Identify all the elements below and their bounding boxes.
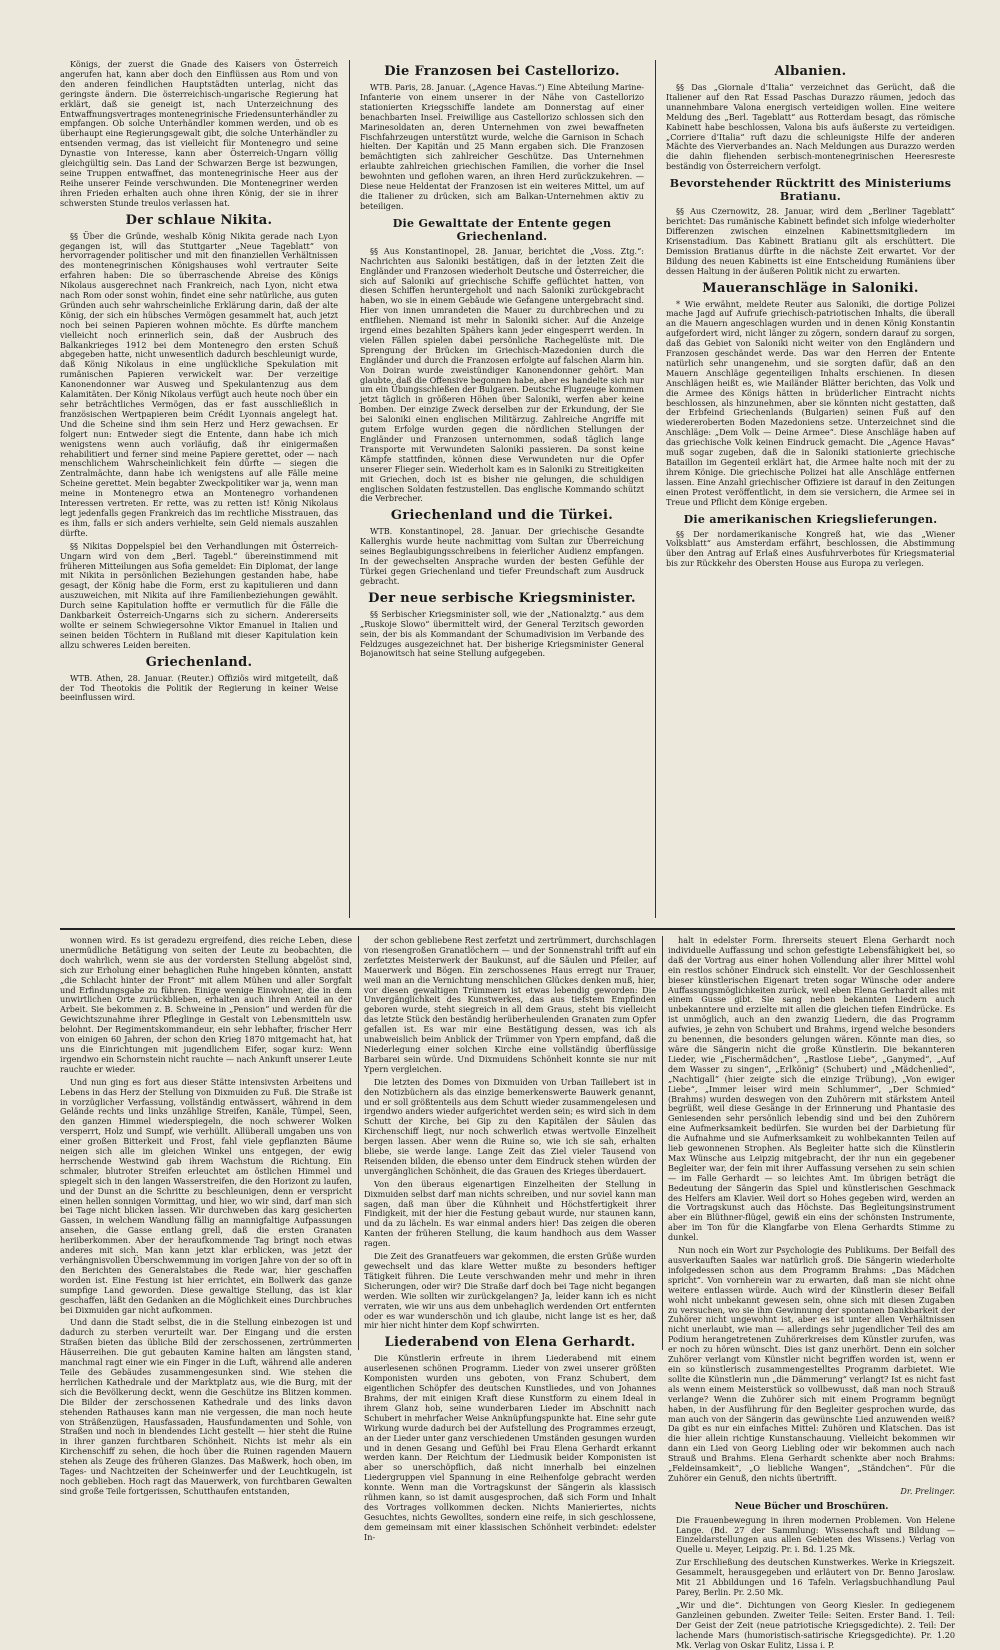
- column-rule: [662, 936, 663, 1350]
- section-divider: [60, 928, 955, 930]
- paragraph: §§ Der nordamerikanische Kongreß hat, wie das „Wiener Volksblatt“ aus Amsterdam erfährt, beschlossen, die Abstimmung über den Antrag auf Erlaß eines Ausfuhrverbotes für Kriegsmaterial bis zur Rückkehr des Obersten House aus Europa zu verlegen.: [666, 528, 955, 569]
- paragraph: §§ Über die Gründe, weshalb König Nikita gerade nach Lyon gegangen ist, will das Stuttgarter „Neue Tageblatt“ von hervorragender politischer und mit den finanziellen Verhältnissen des montenegrinischen Königshauses wohl vertrauter Seite erfahren haben: Die so überraschende Abreise des Königs Nikolaus ausgerechnet nach Frankreich, nach Lyon, nicht etwa nach Rom oder sonst wohin, findet eine sehr natürliche, aus guten Gründen auch sehr wahrscheinliche Erklärung darin, daß der alte König, der sich ein hübsches Vermögen gesammelt hat, auch jetzt noch bei seinen Papieren wohnen möchte. Es dürfte manchem vielleicht noch erinnerlich sein, daß der Ausbruch des Balkankrieges 1912 bei dem Montenegro den ersten Schuß abgegeben hatte, nicht unwesentlich dadurch beschleunigt wurde, daß König Nikolaus in eine unglückliche Spekulation mit rumänischen Papieren verwickelt war. Der verzeitige Kanonendonner war Ausweg und Spekulantenzug aus dem Kalamitäten. Der König Nikolaus verfügt auch heute noch über ein sehr beträchtliches Vermögen, das er fast ausschließlich in französischen Wertpapieren beim Crédit Lyonnais angelegt hat. Und die Scheine sind ihm sein Herz und Herz gewachsen. Er folgert nun: Entweder siegt die Entente, dann habe ich mich wenigstens wenn auch vorläufig, daß ihr einigermaßen rehabilitiert und ferner sind meine Papiere gerettet, oder — nach menschlichem Wahrscheinlichkeit fein dürfte — siegen die Zentralmächte, dann habe ich wenigstens auf alle Fälle meine Scheine gerettet. Mein begabter Zweckpolitiker war ja, wenn man meine in Montenegro etwa an Montenegro vorhandenen Interessen vertreten. Er rette, was zu retten ist! König Nikolaus legt jedenfalls gegen Frankreich das im rechtliche Misstrauen, das es ihm, falls er sich anders verhielte, sein Geld niemals auszahlen dürfte.: [60, 230, 338, 538]
- headline-entente-violence: Die Gewalttate der Entente gegen Griechenland.: [392, 216, 612, 243]
- paragraph: wonnen wird. Es ist geradezu ergreifend, dies reiche Leben, diese unermüdliche Betätigung von seiten der Leute zu beobachten, die doch wahrlich, wenn sie aus der vordersten Stellung abgelöst sind, sich zur Erholung einer behaglichen Ruhe hingeben könnten, anstatt „die Schlacht hinter der Front“ mit allem Mühen und aller Sorgfalt und Erfindungsgabe zu führen. Einige wenige Einwohner, die in dem unwirtlichen Orte zurückblieben, erhalten auch ihren Anteil an der Arbeit. Sie bekommen z. B. Schweine in „Pension“ und werden für die Gewichtszunahme ihrer Pfleglinge in Gestalt von Lebensmitteln usw. belohnt. Der Regimentskommandeur, ein sehr lebhafter, frischer Herr von einigen 60 Jahren, der schon den Krieg 1870 mitgemacht hat, hat uns die Einrichtungen mit jugendlichem Eifer, sogar kurz: Wenn irgendwo ein Schornstein nicht rauchte — nach Ankunft unserer Leute rauchte er wieder.: [60, 935, 352, 1074]
- article-nikita: [60, 232, 338, 651]
- paragraph: WTB. Paris, 28. Januar. („Agence Havas.“) Eine Abteilung Marine-Infanterie von einem unserer in der Nähe von Castellorizo stationierten Kriegsschiffe landete am Donnerstag auf einer benachbarten Insel. Freiwillige aus Castellorizo schlossen sich den Marinesoldaten an, deren Unternehmen von zwei bewaffneten Fischfahrzeugen unterstützt wurde, welche die Garnison in Schach hielten. Der Kapitän und 25 Mann ergaben sich. Die Franzosen bemächtigten sich zahlreicher Geschütze. Das Unternehmen erlaubte zahlreichen griechischen Familien, die vorher die Insel bewohnten und geflohen waren, an ihren Herd zurückzukehren. — Diese neue Heldentat der Franzosen ist ein weiteres Mittel, um auf die Italiener zu drücken, sich am Balkan-Unternehmen aktiv zu beteiligen.: [360, 82, 644, 211]
- article-greece: [60, 674, 338, 704]
- newspaper-page: [60, 59, 955, 1650]
- paragraph: halt in edelster Form. Ihrerseits steuert Elena Gerhardt noch individuelle Auffassung und schon gefestigte Lebensfähigkeit bei, so daß der Vortrag aus einer hohen Vollendung aller ihrer Mittel wohl ein restlos schöner Eindruck sich einstellt. Vor der Geschlossenheit bieser künstlerischen Eigenart treten sogar Wünsche oder andere Auffassungsmöglichkeiten zurück, weil eben Elena Gerhardt alles mit einem Gusse gibt. Sie sang neben bekannten Liedern auch unbekanntere und erzielte mit allen die gleichen tiefen Eindrücke. Es ist unmöglich, auch an den zwanzig Liedern, die das Programm aufwies, je zehn von Schubert und Brahms, irgend welche besonders zu benennen, die besonders gelungen wären. Könnte man dies, so wäre die Sängerin nicht die große Künstlerin. Die bekannteren Lieder, wie „Fischermädchen“, „Rastlose Liebe“, „Ganymed“, „Auf dem Wasser zu singen“, „Erlkönig“ (Schubert) und „Mädchenlied“, „Nachtigall“ (hier zeigte sich die einzige Trübung), „Von ewiger Liebe“, „Immer leiser wird mein Schlummer“, „Der Schmied“ (Brahms) wurden deswegen von den Zuhörern mit stärkstem Anteil begrüßt, weil diese Gesänge in der Erinnerung und Phantasie des Geniesenden sehr persönlich lebendig sind und bei den Zuhörern eine Aufmerksamkeit bedürfen. Sie wurden bei der Darbietung für die Aufnahme und sie Aufmerksamkeit zu wohlbekannten Teilen auf lieb gewonnenen Strophen. Als Begleiter hatte sich die Künstlerin Max Wünsche aus Leipzig mitgebracht, der ihr nun ein gegebener Begleiter war, der fein mit ihrer Auffassung versehen zu sein schien — im Falle Gerhardt — so leichtes Amt. Im übrigen beträgt die Bedeutung der Sängerin das Spiel und künstlerischen Geschmack des Helfers am Klavier. Weil dort so Hohes gegeben wird, werden an die Vortragskunst auch das Höchste. Das Begleitungsinstrument aber ein Blüthner-flügel, gewiß ein eins der schönsten Instrumente, aber im Ton für die Klangfarbe von Elena Gerhardts Stimme zu dunkel.: [668, 935, 955, 1243]
- headline-american-deliveries: Die amerikanischen Kriegslieferungen.: [683, 512, 938, 526]
- column-rule: [655, 60, 656, 918]
- paragraph: der schon gebliebene Rest zerfetzt und zertrümmert, durchschlagen von riesengroßen Granatlöchern — und der Sonnenstrahl trifft auf ein zerfetztes Meisterwerk der Baukunst, auf die Säulen und Pfeiler, auf Mauerwerk und Bögen. Ein zerschossenes Haus erregt nur Trauer, weil man an die Vernichtung menschlichen Glückes denken muß, hier, vor diesen gewaltigen Trümmern ist etwas lebendig geworden: Die Unvergänglichkeit des Kunstwerkes, das aus tiefstem Empfinden geboren wurde, steht siegreich in all dem Graus, steht bis vielleicht das letzte Stück den beständig herüberheulenden Granaten zum Opfer gefallen ist. Es war mir eine Bestätigung dessen, was ich als unabweislich beim Anblick der Trümmer von Ypern empfand, daß die Niederlegung einer solchen Kirche eine vollständig überflüssige Barbarei sein würde. Und Dixmuidens Schönheit konnte sie nur mit Ypern vergleichen.: [364, 935, 656, 1074]
- feuilleton-dixmuiden-part1: [60, 936, 352, 1497]
- article-bratianu: [666, 207, 955, 276]
- bottom-column-3: [668, 935, 955, 1650]
- headline-greece: Griechenland.: [145, 654, 253, 670]
- headline-bratianu: Bevorstehender Rücktritt des Ministeriums Bratianu.: [669, 177, 952, 204]
- top-col1-intro: [60, 60, 338, 209]
- review-elena-gerhardt: [364, 1354, 656, 1542]
- article-serbian-minister: [360, 610, 644, 660]
- book-list: [668, 1516, 955, 1650]
- paragraph: WTB. Konstantinopel, 28. Januar. Der griechische Gesandte Kallerghis wurde heute nachmittag vom Sultan zur Überreichung seines Beglaubigungsschreibens in feierlicher Audienz empfangen. In der gewechselten Ansprache wurden der besten Gefühle der Türkei gegen Griechenland und tiefer Freundschaft zum Ausdruck gebracht.: [360, 526, 644, 586]
- book-entry: Zur Erschließung des deutschen Kunstwerkes. Werke in Kriegszeit. Gesammelt, herausgegeben und erläutert von Dr. Benno Jaroslaw. Mit 21 Abbildungen und 16 Tafeln. Verlagsbuchhandlung Paul Parey, Berlin. Pr. 2.50 Mk.: [676, 1557, 955, 1597]
- headline-greece-turkey: Griechenland und die Türkei.: [390, 508, 614, 524]
- paragraph: Königs, der zuerst die Gnade des Kaisers von Österreich angerufen hat, kann aber doch den Einflüssen aus Rom und von den anderen feindlichen Hauptstädten unterlag, nicht das geringste ändern. Die österreichisch-ungarische Regierung hat erklärt, daß sie geneigt ist, nach Unterzeichnung des Entwaffnungsvertrages montenegrinische Friedensunterhändler zu empfangen. Ob solche Unterhändler kommen werden, und ob es überhaupt eine Regierungsgewalt gibt, die solche Unterhändler zu entsenden vermag, das ist vielleicht für Montenegro und seine Dynastie von Interesse, kann aber Österreich-Ungarn völlig gleichgültig sein. Das Land der Schwarzen Berge ist bezwungen, seine Truppen entwaffnet, das montenegrinische Heer aus der Reihe unserer Feinde verschwunden. Die Montenegriner werden ihren Frieden erhalten auch ohne ihren König, der sie in ihrer schwersten Stunde treulos verlassen hat.: [60, 59, 338, 208]
- article-american-deliveries: [666, 530, 955, 570]
- paragraph: * Wie erwähnt, meldete Reuter aus Saloniki, die dortige Polizei mache Jagd auf Aufrufe griechisch-patriotischen Inhalts, die überall an die Mauern angeschlagen wurden und in denen König Konstantin aufgefordert wird, nicht länger zu zögern, sondern darauf zu sorgen, daß das Gebiet von Saloniki nicht weiter von den Engländern und Franzosen geschändet werde. Das war den Herren der Entente natürlich sehr unangenehm, und sie sorgten dafür, daß an den Mauern Anschläge gegenteiligen Inhalts erschienen. In diesen Anschlägen heißt es, wie Mailänder Blätter berichten, das Volk und die Armee des Königs hätten in brüderlicher Eintracht nichts beschlossen, als hinzunehmen, aber sie könnten nicht gestatten, daß der Erbfeind Griechenlands (Bulgarien) seinen Fuß auf den wiedereroberten Boden Mazedoniens setze. Unterzeichnet sind die Anschläge: „Dem Volk — Deine Armee“. Diese Anschläge haben auf das griechische Volk keinen Eindruck gemacht. Die „Agence Havas“ muß sogar zugeben, daß die in Saloniki stationierte griechische Bataillon im Gegenteil erklärt hat, die Armee halte noch mit der zu ihrem Könige. Die griechische Polizei hat alle Anschläge entfernen lassen. Eine Anzahl griechischer Offiziere ist darauf in den Zeitungen einen Protest veröffentlicht, in dem sie versichern, die Armee sei in Treue und Pflicht dem Könige ergeben.: [666, 298, 955, 507]
- article-saloniki-posters: [666, 300, 955, 508]
- feuilleton-dixmuiden-part2: [364, 936, 656, 1331]
- headline-saloniki-posters: Maueranschläge in Saloniki.: [702, 280, 919, 296]
- article-greece-turkey: [360, 527, 644, 586]
- column-rule: [349, 60, 350, 918]
- top-column-1: [60, 60, 338, 918]
- headline-elena-gerhardt: Liederabend von Elena Gerhardt.: [384, 1335, 636, 1351]
- paragraph: Die Zeit des Granatfeuers war gekommen, die ersten Grüße wurden gewechselt und das klare Wetter mußte zu besonders heftiger Tätigkeit führen. Die Leute verschwanden mehr und mehr in ihren Sicherungen, oder wir? Die Straße darf doch bei Tage nicht begangen werden. Wie sollten wir zurückgelangen? Ja, leider kann ich es nicht verraten, wie wir uns aus dem unbehaglich werdenden Ort entfernten oder es war wunderschön und ich glaube, nicht lange ist es her, daß mir hier nicht hinter dem Kopf schwirrten.: [364, 1251, 656, 1331]
- paragraph: Und dann die Stadt selbst, die in die Stellung einbezogen ist und dadurch zu sterben verurteilt war. Der Eingang und die ersten Straßen bieten das übliche Bild der zerschossenen, zertrümmerten Häuserreihen. Die gut gebauten Kamine halten am längsten stand, manchmal ragt einer wie ein Finger in die Luft, während alle anderen Teile des Gebäudes zusammengesunken sind. Wie stehen die herrlichen Kathedrale und der Marktplatz aus, wie die Burg, mit der sich die Bevölkerung deckt, wenn die Geschütze ins Blitzen kommen. Die Bilder der zerschossenen Kathedrale und des links davon stehenden Rathauses kann man nie vergessen, die man noch heute von Sträßenzügen, Hausfassaden, Hausfundamenten und Sohle, von Straßen und noch in blendendes Licht gestellt — hier steht die Ruine in ihrer ganzen furchtbaren Schönheit. Nichts ist mehr als ein Kirchenschiff zu sehen, die hoch über die Ruinen ragenden Mauern stehen als Zeuge des früheren Glanzes. Das Maßwerk, hoch oben, im Tages- und Nachtzeiten der Scheinwerfer und der Leuchtkugeln, ist noch geblieben. Hoch ragt das Mauerwerk, von furchtbaren Gewalten sind große Teile fortgerissen, Schutthaufen entstanden,: [60, 1317, 352, 1496]
- column-rule: [358, 936, 359, 1350]
- paragraph: Von den überaus eigenartigen Einzelheiten der Stellung in Dixmuiden selbst darf man nichts schreiben, und nur soviel kann man sagen, daß man über die Kühnheit und Höchstfertigkeit ihrer Findigkeit, mit der hier die Festung gebaut wurde, nur staunen kann, und da zu lächeln. Es war einmal anders hier! Das zeigen die oberen Kanten der früheren Stellung, die kaum handhoch aus dem Wasser ragen.: [364, 1178, 656, 1249]
- paragraph: Und nun ging es fort aus dieser Stätte intensivsten Arbeitens und Lebens in das Herz der Stellung von Dixmuiden zu Fuß. Die Straße ist in vorzüglicher Verfassung, vollständig entwässert, während in dem Gelände rechts und links unzählige Streifen, Kanäle, Tümpel, Seen, den ganzen Himmel wiederspiegeln, die noch schwerer Wolken versperrt, Holz und Sumpf, wie verhüllt. Allüberall umgaben uns von einer großen Bitterkeit und Frost, fahl viele gepflanzten Bäume neigen sich alle im gleichen Winkel uns entgegen, der ewig herrschende Westwind gab ihrem Wachstum die Richtung. Ein schmaler, blutroter Streifen erleuchtet am östlichen Himmel und spiegelt sich in den langen Wasserstreifen, die den Horizont zu laufen, und der Dunst an die Schritte zu beschleunigen, denn er verspricht einen hellen sonnigen Vormittag, und hier, wo wir sind, darf man sich bei Tage nicht blicken lassen. Wir durchweben das karg gesicherten Gassen, in welchem Wandlung fällig an mannigfaltige Aufpassungen ansehen, die Gasse entlang grell, daß die ersten Granaten heriiberkommen. Aber der heraufkommende Tag bringt noch etwas anderes mit sich. Man kann jetzt klar erblicken, was jetzt der verhängnisvollen Überschwemmung im vorigen Jahre von der so oft in den Berichten des Generalstabes die Rede war, hier geschaffen worden ist. Eine Festung ist hier errichtet, ein Bollwerk das ganze sumpfige Land geworden. Diese gewaltige Stellung, das ist klar geschaffen, läßt den Gedanken an die Möglichkeit eines Durchbruches bei Dixmuiden gar nicht aufkommen.: [60, 1076, 352, 1315]
- paragraph: Die Künstlerin erfreute in ihrem Liederabend mit einem auserlesenen schönen Programm. Lieder von zwei unserer größten Komponisten wurden uns geboten, von Franz Schubert, dem eigentlichen Schöpfer des deutschen Kunstliedes, und von Johannes Brahms, der mit einigen Kraft diese Kunstform zu einem Ideal in ihrem Glanz hob, seine wunderbaren Lieder im Abschnitt nach Schubert in mehrfacher Weise Anknüpfungspunkte hat. Eine sehr gute Wirkung wurde dadurch bei der Aufstellung des Programmes erzeugt, an der Lieder unter ganz verschiedenen Umständen gesungen wurden und in denen Gesang und Gefühl bei Frau Elena Gerhardt erkannt werden kann. Der Reichtum der Liedmusik beider Komponisten ist aber so unerschöpflich, daß nicht innerhalb bei einzelnen Liedergruppen viel Spannung in eine Reihenfolge gebracht werden konnte. Wenn man die Vortragskunst der Sängerin als klassisch rühmen kann, so ist damit ausgesprochen, daß sich Form und Inhalt des Vortrages vollkommen decken. Nichts Manieriertes, nichts Gesuchtes, nichts Gewolltes, sondern eine reife, in sich geschlossene, dem gemeinsam mit einer klassischen Schönheit verbindet: edelster In-: [364, 1353, 656, 1542]
- paragraph: WTB. Athen, 28. Januar. (Reuter.) Offiziös wird mitgeteilt, daß der Tod Theotokis die Politik der Regierung in keiner Weise beeinflussen wird.: [60, 672, 338, 703]
- headline-nikita: Der schlaue Nikita.: [125, 212, 273, 228]
- paragraph: Die letzten des Domes von Dixmuiden von Urban Taillebert ist in den Notizbüchern als das einzige bemerkenswerte Bauwerk genannt, und er soll größtenteils aus dem Schutt wieder zusammengelesen und irgendwo anders wieder aufgerichtet werden sein; es wird sich in dem Schutt der Kirche, bei Gip zu den Kapitälen der Säulen das Kirchenschiff liegt, nur noch schwerlich etwas wertvolle Einzelheit bergen lassen. Aber wenn die Ruine so, wie ich sie sah, erhalten bliebe, sie werde lange. Lange Zeit das Ziel vieler Tausend von Reisenden bilden, die ebenso unter dem Eindruck stehen würden der unvergänglichen Schönheit, die das Grauen des Krieges überdauert.: [364, 1076, 656, 1176]
- headline-new-books: Neue Bücher und Broschüren.: [734, 1501, 889, 1512]
- paragraph: §§ Das „Giornale d’Italia“ verzeichnet das Gerücht, daß die Italiener auf den Rat Essad Paschas Durazzo räumen, jedoch das unannehmbare Valona energisch verteidigen wollen. Eine weitere Meldung des „Berl. Tageblatt“ aus Rotterdam besagt, das römische Kabinett habe beschlossen, Valona bis aufs äußerste zu verteidigen. „Corriere d’Italia“ ruft dazu die schleunigste Hilfe der anderen Mächte des Vierverbandes an. Nach Meldungen aus Durazzo werden die dahin fliehenden serbisch-montenegrinischen Heeresreste beständig von Österreichern verfolgt.: [666, 82, 955, 172]
- review-signature: Dr. Prelinger.: [900, 1485, 955, 1496]
- top-column-3: [666, 60, 955, 918]
- paragraph: §§ Serbischer Kriegsminister soll, wie der „Nationalztg.“ aus dem „Ruskoje Slowo“ übermittelt wird, der General Terzitsch geworden sein, der bis als Kommandant der Schumadivision im Verbande des Feldzuges ausgezeichnet hat. Der bisherige Kriegsminister General Bojanowitsch hat seine Stellung aufgegeben.: [360, 608, 644, 659]
- bottom-column-2: [364, 935, 656, 1542]
- headline-serbian-minister: Der neue serbische Kriegsminister.: [368, 590, 636, 606]
- bottom-column-1: [60, 935, 352, 1496]
- paragraph: §§ Aus Konstantinopel, 28. Januar, berichtet die „Voss. Ztg.“: Nachrichten aus Saloniki bestätigen, daß in der letzten Zeit die Engländer und Franzosen wiederholt Deutsche und Österreicher, die sich auf Saloniki auf griechische Schiffe geflüchtet hatten, von diesen Schiffen heruntergeholt und nach Saloniki zurückgebracht haben, wo sie in einem Gebäude wie Gefangene untergebracht sind. Hier von innen umrandeten die Mauer zu durchbrechen und zu entfliehen. Niemand ist mehr in Saloniki sicher. Auf die Anzeige irgend eines bezahlten Spähers kann jeder eingesperrt werden. In vielen Fällen spielen dabei persönliche Rachegelüste mit. Die Sprengung der Brücken im Griechisch-Mazedonien durch die Engländer und durch die Franzosen erfolgte auf falschen Alarm hin. Von Doiran wurde zweistündiger Kanonendonner gehört. Man glaubte, daß die Offensive begonnen habe, aber es handelte sich nur um ein Übungsschießen der Bulgaren. Deutsche Flugzeuge kommen jetzt täglich in größeren Höhen über Saloniki, werfen aber keine Bomben. Der einzige Zweck derselben zur der Erkundung, der Sie bei Saloniki einen englischen Militärzug. Zahlreiche Angriffe mit gutem Erfolge wurden gegen die nördlichen Stellungen der Engländer und Franzosen unternommen, sodaß täglich lange Transporte mit Verwundeten Saloniki passieren. Da sonst keine Kämpfe stattfinden, können diese Verwundeten nur die Opfer unserer Flieger sein. Wiederholt kam es in Saloniki zu Streitigkeiten mit Griechen, doch ist es bisher nie gelungen, die schuldigen englischen Soldaten festzustellen. Das englische Kommando schützt die Verbrecher.: [360, 245, 644, 504]
- paragraph: §§ Aus Czernowitz, 28. Januar, wird dem „Berliner Tageblatt“ berichtet: Das rumänische Kabinett befindet sich infolge wiederholter Differenzen zwischen einzelnen Kabinettsmitgliedern im Krisenstadium. Das Kabinett Bratianu gilt als erschüttert. Die Demission Bratianus dürfte in die nächste Zeit erwartet. Vor der Bildung des neuen Kabinetts ist eine Entscheidung Rumäniens über dessen Haltung in der äußeren Politik nicht zu erwarten.: [666, 206, 955, 276]
- review-elena-gerhardt-continued: [668, 936, 955, 1484]
- book-entry: „Wir und die“. Dichtungen von Georg Kiesler. In gediegenem Ganzleinen gebunden. Zweiter Teile: Seiten. Erster Band. 1. Teil: Der Geist der Zeit (neue patriotische Kriegsgedichte). 2. Teil: Der lachende Mars (humoristisch-satirische Kriegsgedichte). Pr. 1.20 Mk. Verlag von Oskar Eulitz, Lissa i. P.: [676, 1599, 955, 1650]
- headline-castellorizo: Die Franzosen bei Castellorizo.: [384, 64, 620, 79]
- paragraph: §§ Nikitas Doppelspiel bei den Verhandlungen mit Österreich-Ungarn wird von dem „Berl. Tagebl.“ übereinstimmend mit früheren Mitteilungen aus Sofia gemeldet: Ein Diplomat, der lange mit Nikita in persönlichen Beziehungen gestanden habe, habe gesagt, der König habe die Form, erst zu kapitulieren und dann auszuweichen, mit Nikita auf ihre Familienbeziehungen gewählt. Durch seine Kapitulation hoffte er vermutlich für die Fälle die Dankbarkeit Österreich-Ungarns sich zu sichern. Andererseits wollte er seinem Schwiegersohne Viktor Emanuel in Italien und seinen beiden Töchtern in Rußland mit dieser Kapitulation kein allzu schweres Leiden bereiten.: [60, 540, 338, 650]
- headline-albania: Albanien.: [774, 64, 847, 79]
- top-column-2: [360, 60, 644, 918]
- article-albania: [666, 83, 955, 172]
- article-entente-violence: [360, 247, 644, 505]
- book-entry: Die Frauenbewegung in ihren modernen Problemen. Von Helene Lange. (Bd. 27 der Sammlung: Wissenschaft und Bildung — Einzeldarstellungen aus allen Gebieten des Wissens.) Verlag von Quelle u. Meyer, Leipzig. Pr. i. Bd. 1.25 Mk.: [676, 1514, 955, 1555]
- paragraph: Nun noch ein Wort zur Psychologie des Publikums. Der Beifall des ausverkauften Saales war natürlich groß. Die Sängerin wiederholte infolgedessen schon aus dem Programm Brahms: „Das Mädchen spricht“. Von vornherein war zu erwarten, daß man sie nicht ohne weitere entlassen würde. Auch wird der Künstlerin dieser Beifall wohl nicht unbekannt gewesen sein, ohne sich mit diesen Zugaben zu versuchen, wo sie ihm Gewinnung der spontanen Dankbarkeit der Zuhörer nicht ungewohnt ist, aber es ist unter allen Verhältnissen nicht unerlaubt, wie man — allerdings sehr jugendlicher Teil des am Podium herangetretenen Zuhörerkreises dem Künstler zurufen, was er noch zu hören wünscht. Dies ist ganz unerhört. Denn ein solcher Zuhörer verlangt vom Künstler nicht begriffen worden ist, wenn er ein so künstlerisch zusammengestelltes Programm darbietet. Wie sollte die Künstlerin nun „die Dämmerung“ verlangt? Ist es nicht fast als wenn einem Meisterstück so vollbewusst, daß man noch Strauß verlange? Wenn die Zuhörer sich mit einem Programm begnügt haben, in der Ausführung für den Begleiter gesprochen wurde, das man auch von der Sängerin das gewünschte Lied anzuwenden weiß? Da gibt es nur ein einfaches Mittel: Zuhören und Klatschen. Das ist die hier allein richtige Kunstanschauung. Vielleicht bekommen wir dann ein Lied von Georg Liebling oder wir bekommen auch nach Strauß und Brahms. Elena Gerhardt schenkte aber noch Brahms: „Feldeinsamkeit“, „O liebliche Wangen“, „Ständchen“. Für die Zuhörer ein Genuß, den nichts übertrifft.: [668, 1245, 955, 1483]
- article-castellorizo: [360, 83, 644, 212]
